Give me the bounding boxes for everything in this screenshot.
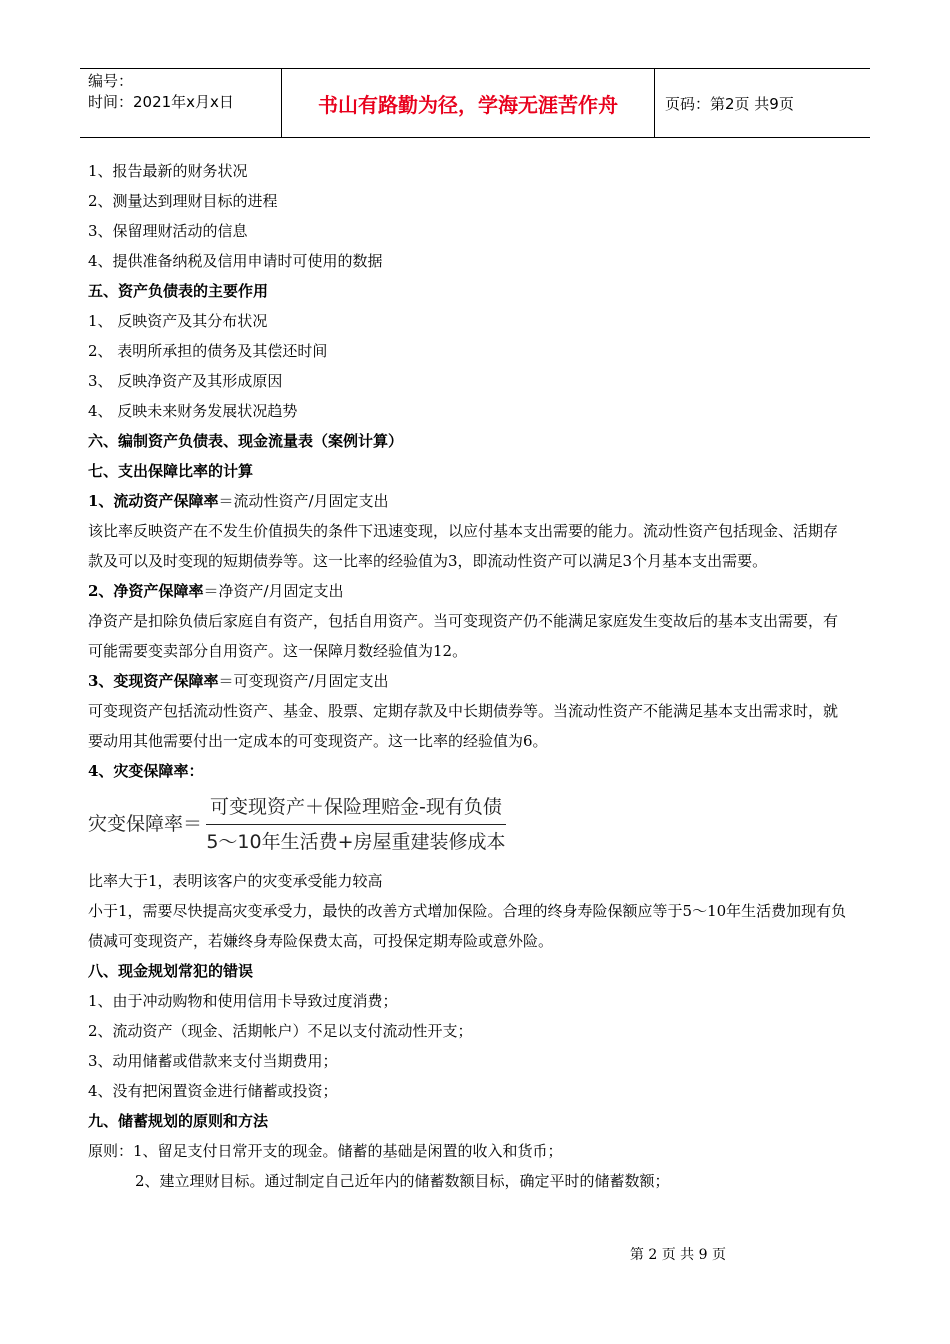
ratio-2-formula: ＝净资产/月固定支出: [203, 582, 344, 600]
ratio-2-title: 2、净资产保障率: [88, 582, 204, 600]
ratio-1-description: 该比率反映资产在不发生价值损失的条件下迅速变现，以应付基本支出需要的能力。流动性资产包括现金、活期存款及可以及时变现的短期债券等。这一比率的经验值为3，即流动性资产可以满足3个月基本支出需要。: [88, 522, 839, 570]
list-item: 2、流动资产（现金、活期帐户）不足以支付流动性开支；: [88, 1022, 473, 1040]
list-item: 3、 反映净资产及其形成原因: [88, 372, 283, 390]
header-meta: [80, 69, 282, 137]
list-item: 1、 反映资产及其分布状况: [88, 312, 268, 330]
disaster-ratio-formula: [88, 790, 852, 858]
ratio-2-description: 净资产是扣除负债后家庭自有资产，包括自用资产。当可变现资产仍不能满足家庭发生变故后的基本支出需要，有可能需要变卖部分自用资产。这一保障月数经验值为12。: [88, 612, 839, 660]
time-label: 时间：2021年x月x日: [88, 93, 234, 111]
section-heading-8: 八、现金规划常犯的错误: [88, 962, 254, 980]
ratio-3-title: 3、变现资产保障率: [88, 672, 219, 690]
principle-1: 原则：1、留足支付日常开支的现金。储蓄的基础是闲置的收入和货币；: [88, 1142, 563, 1160]
section-heading-6: 六、编制资产负债表、现金流量表（案例计算）: [88, 432, 404, 450]
page-header: [80, 68, 870, 138]
formula-numerator: 可变现资产＋保险理赔金-现有负债: [206, 792, 506, 825]
ratio-4-description-2: 小于1，需要尽快提高灾变承受力，最快的改善方式增加保险。合理的终身寿险保额应等于5～10年生活费加现有负债减可变现资产，若嫌终身寿险保费太高，可投保定期寿险或意外险。: [88, 902, 847, 950]
list-item: 1、由于冲动购物和使用信用卡导致过度消费；: [88, 992, 398, 1010]
ratio-1-formula: ＝流动性资产/月固定支出: [218, 492, 389, 510]
ratio-1-title: 1、流动资产保障率: [88, 492, 219, 510]
document-body: [88, 156, 852, 1196]
principle-2: 2、建立理财目标。通过制定自己近年内的储蓄数额目标，确定平时的储蓄数额；: [135, 1172, 670, 1190]
ratio-1-line: [88, 486, 852, 516]
list-item: 1、报告最新的财务状况: [88, 162, 248, 180]
section-heading-7: 七、支出保障比率的计算: [88, 462, 254, 480]
ratio-3-line: [88, 666, 852, 696]
ratio-4-description-1: 比率大于1，表明该客户的灾变承受能力较高: [88, 872, 383, 890]
page-footer: 第 2 页 共 9 页: [629, 1247, 726, 1263]
number-label: 编号：: [88, 72, 134, 90]
ratio-3-description: 可变现资产包括流动性资产、基金、股票、定期存款及中长期债券等。当流动性资产不能满足基本支出需求时，就要动用其他需要付出一定成本的可变现资产。这一比率的经验值为6。: [88, 702, 839, 750]
list-item: 4、 反映未来财务发展状况趋势: [88, 402, 298, 420]
formula-denominator: 5～10年生活费+房屋重建装修成本: [206, 830, 506, 853]
list-item: 3、动用储蓄或借款来支付当期费用；: [88, 1052, 338, 1070]
ratio-2-line: [88, 576, 852, 606]
header-motto: 书山有路勤为径，学海无涯苦作舟: [282, 69, 655, 137]
list-item: 3、保留理财活动的信息: [88, 222, 248, 240]
ratio-3-formula: ＝可变现资产/月固定支出: [218, 672, 389, 690]
section-heading-9: 九、储蓄规划的原则和方法: [88, 1112, 269, 1130]
list-item: 2、测量达到理财目标的进程: [88, 192, 278, 210]
list-item: 4、没有把闲置资金进行储蓄或投资；: [88, 1082, 338, 1100]
list-item: 4、提供准备纳税及信用申请时可使用的数据: [88, 252, 383, 270]
formula-fraction: [206, 792, 506, 857]
ratio-4-title: 4、灾变保障率：: [88, 762, 204, 780]
section-heading-5: 五、资产负债表的主要作用: [88, 282, 269, 300]
list-item: 2、 表明所承担的债务及其偿还时间: [88, 342, 328, 360]
formula-lhs: 灾变保障率＝: [88, 813, 203, 835]
header-page-info: 页码：第2页 共9页: [665, 94, 794, 113]
